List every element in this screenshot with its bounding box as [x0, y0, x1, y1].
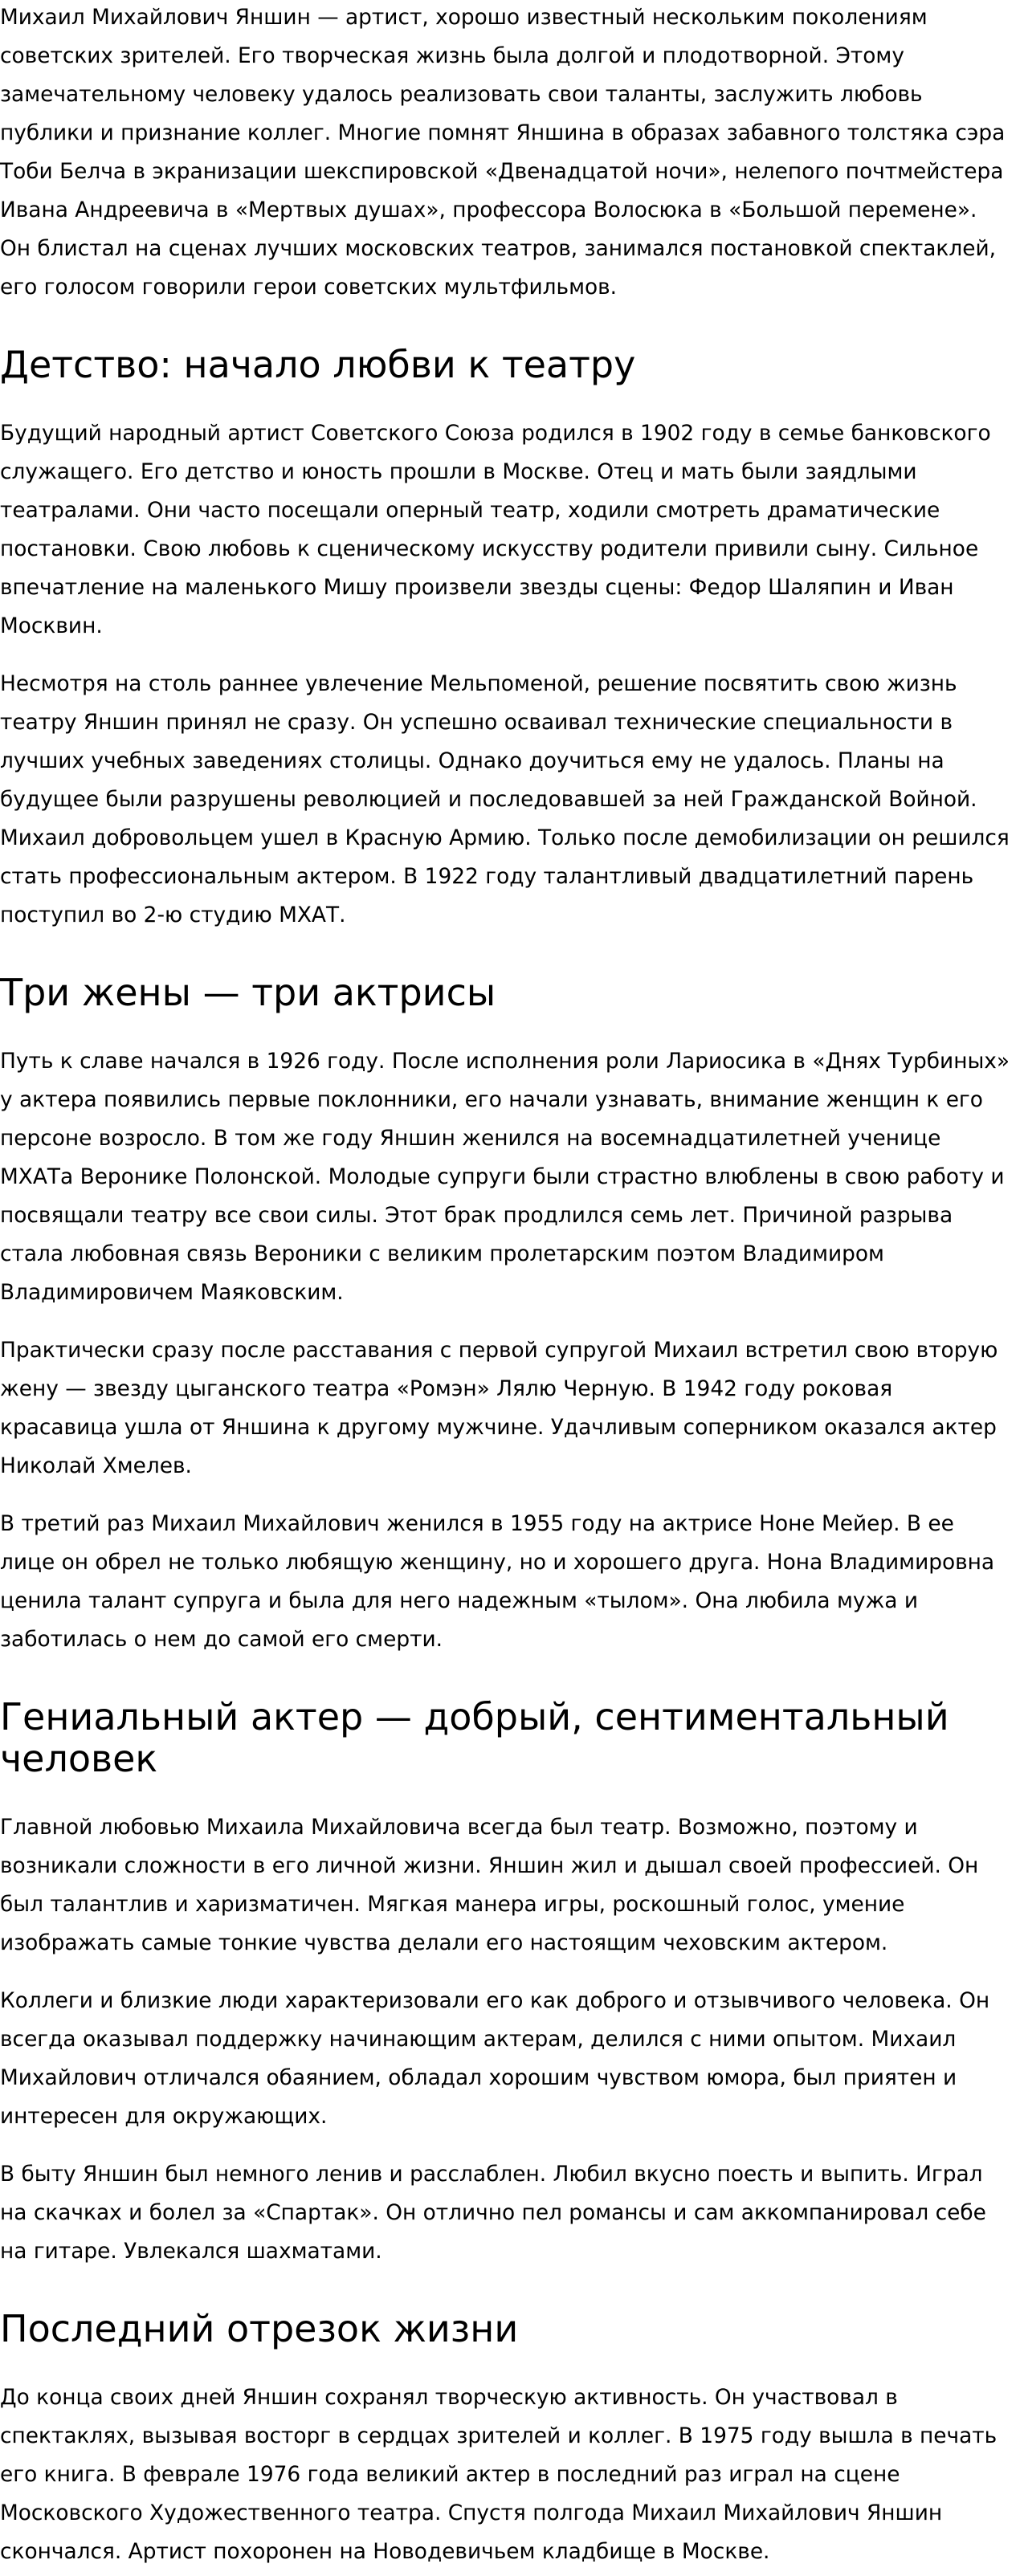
- section-paragraph: Будущий народный артист Советского Союза родился в 1902 году в семье банковского служащего. Его детство и юность прошли в Москве. Отец и мать были заядлыми театралами. Они часто посещали оперный театр, ходили смотреть драматические постановки. Свою любовь к сценическому искусству родители привили сыну. Сильное впечатление на маленького Мишу произвели звезды сцены: Федор Шаляпин и Иван Москвин.: [0, 421, 991, 638]
- section-heading: Детство: начало любви к театру: [0, 343, 636, 386]
- section-paragraph: В третий раз Михаил Михайлович женился в 1955 году на актрисе Ноне Мейер. В ее лице он обрел не только любящую женщину, но и хорошего друга. Нона Владимировна ценила талант супруга и была для него надежным «тылом». Она любила мужа и заботилась о нем до самой его смерти.: [0, 1511, 995, 1652]
- section-last-years: [0, 2308, 1014, 2571]
- section-character: [0, 1696, 1014, 2271]
- section-wives: [0, 972, 1014, 1659]
- section-paragraph: Несмотря на столь раннее увлечение Мельпоменой, решение посвятить свою жизнь театру Яншин принял не сразу. Он успешно осваивал технические специальности в лучших учебных заведениях столицы. Однако доучиться ему не удалось. Планы на будущее были разрушены революцией и последовавшей за ней Гражданской Войной. Михаил добровольцем ушел в Красную Армию. Только после демобилизации он решился стать профессиональным актером. В 1922 году талантливый двадцатилетний парень поступил во 2-ю студию МХАТ.: [0, 671, 1010, 927]
- section-heading: Гениальный актер — добрый, сентиментальный человек: [0, 1695, 949, 1780]
- section-childhood: [0, 344, 1014, 935]
- section-heading: Три жены — три актрисы: [0, 971, 496, 1014]
- section-paragraph: Коллеги и близкие люди характеризовали его как доброго и отзывчивого человека. Он всегда оказывал поддержку начинающим актерам, делился с ними опытом. Михаил Михайлович отличался обаянием, обладал хорошим чувством юмора, был приятен и интересен для окружающих.: [0, 1988, 990, 2129]
- section-paragraph: В быту Яншин был немного ленив и расслаблен. Любил вкусно поесть и выпить. Играл на скачках и болел за «Спартак». Он отлично пел романсы и сам аккомпанировал себе на гитаре. Увлекался шахматами.: [0, 2162, 986, 2264]
- intro-paragraph: Михаил Михайлович Яншин — артист, хорошо известный нескольким поколениям советских зрителей. Его творческая жизнь была долгой и плодотворной. Этому замечательному человеку удалось реализовать свои таланты, заслужить любовь публики и признание коллег. Многие помнят Яншина в образах забавного толстяка сэра Тоби Белча в экранизации шекспировской «Двенадцатой ночи», нелепого почтмейстера Ивана Андреевича в «Мертвых душах», профессора Волосюка в «Большой перемене». Он блистал на сценах лучших московских театров, занимался постановкой спектаклей, его голосом говорили герои советских мультфильмов.: [0, 5, 1006, 300]
- section-paragraph: Путь к славе начался в 1926 году. После исполнения роли Лариосика в «Днях Турбиных» у актера появились первые поклонники, его начали узнавать, внимание женщин к его персоне возросло. В том же году Яншин женился на восемнадцатилетней ученице МХАТа Веронике Полонской. Молодые супруги были страстно влюблены в свою работу и посвящали театру все свои силы. Этот брак продлился семь лет. Причиной разрыва стала любовная связь Вероники с великим пролетарским поэтом Владимиром Владимировичем Маяковским.: [0, 1049, 1010, 1305]
- section-paragraph: Главной любовью Михаила Михайловича всегда был театр. Возможно, поэтому и возникали сложности в его личной жизни. Яншин жил и дышал своей профессией. Он был талантлив и харизматичен. Мягкая манера игры, роскошный голос, умение изображать самые тонкие чувства делали его настоящим чеховским актером.: [0, 1815, 979, 1955]
- section-heading: Последний отрезок жизни: [0, 2307, 519, 2350]
- section-paragraph: Практически сразу после расставания с первой супругой Михаил встретил свою вторую жену — звезду цыганского театра «Ромэн» Лялю Черную. В 1942 году роковая красавица ушла от Яншина к другому мужчине. Удачливым соперником оказался актер Николай Хмелев.: [0, 1338, 998, 1478]
- section-paragraph: До конца своих дней Яншин сохранял творческую активность. Он участвовал в спектаклях, вызывая восторг в сердцах зрителей и коллег. В 1975 году вышла в печать его книга. В феврале 1976 года великий актер в последний раз играл на сцене Московского Художественного театра. Спустя полгода Михаил Михайлович Яншин скончался. Артист похоронен на Новодевичьем кладбище в Москве.: [0, 2385, 998, 2564]
